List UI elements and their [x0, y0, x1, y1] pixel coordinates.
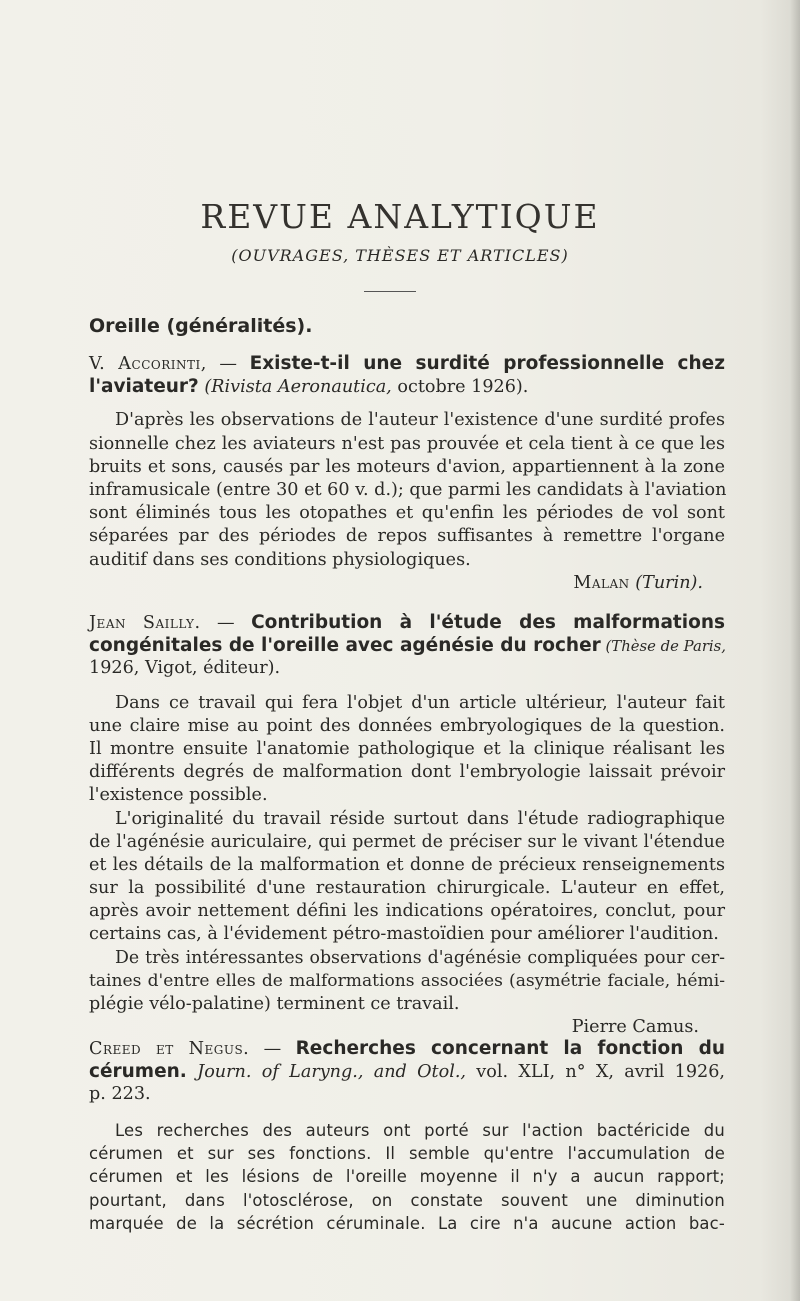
para-line: marquée de la sécrétion céruminale. La cire n'a aucune action bac-: [89, 1214, 725, 1234]
para-line: auditif dans ses conditions physiologiques.: [89, 549, 471, 570]
entry-creed-negus: [89, 1037, 725, 1236]
para-line: et les détails de la malformation et donne de précieux renseignements: [89, 854, 725, 875]
para-line: sionnelle chez les aviateurs n'est pas prouvée et cela tient à ce que les: [89, 433, 725, 454]
para-line: cérumen et sur ses fonctions. Il semble qu'entre l'accumulation de: [89, 1143, 725, 1163]
subtitle: (OUVRAGES, THÈSES ET ARTICLES): [231, 246, 569, 265]
para-line: séparées par des périodes de repos suffisantes à remettre l'organe: [89, 526, 725, 547]
entry-source: (Rivista Aeronautica,: [204, 377, 392, 398]
para-line: l'existence possible.: [89, 785, 268, 806]
entry-paragraph: [89, 409, 725, 571]
para-line: L'originalité du travail réside surtout dans l'étude radiographique: [115, 808, 725, 829]
entry-signature: [89, 572, 725, 595]
para-line: cérumen et les lésions de l'oreille moyenne il n'y a aucun rapport;: [89, 1167, 725, 1187]
entry-heading: [89, 1037, 725, 1107]
entry-source-tail: vol. XLI, n° X, avril 1926,: [466, 1062, 725, 1083]
entry-source: Journ. of Laryng., and Otol.,: [197, 1062, 467, 1083]
entry-heading: [89, 611, 725, 681]
entry-source-line3: 1926, Vigot, éditeur).: [89, 658, 281, 679]
entry-accorinti: [89, 352, 725, 595]
para-line: Dans ce travail qui fera l'objet d'un article ultérieur, l'auteur fait: [115, 692, 725, 713]
entry-title-line1: Contribution à l'étude des malformations: [251, 612, 726, 633]
para-line: pourtant, dans l'otosclérose, on constate souvent une diminution: [89, 1190, 725, 1210]
entry-paragraph: [89, 947, 725, 1017]
para-line: inframusicale (entre 30 et 60 v. d.); que parmi les candidats à l'aviation: [89, 479, 727, 500]
section-heading: Oreille (généralités).: [89, 315, 313, 337]
signature-place: (Turin).: [635, 572, 703, 593]
entry-paragraph: [89, 1119, 725, 1236]
entry-title-line1: Existe-t-il une surdité professionnelle chez: [249, 353, 725, 374]
entry-title-line1: Recherches concernant la fonction du: [295, 1038, 725, 1059]
title-divider: [364, 291, 416, 292]
para-line: sont éliminés tous les otopathes et qu'enfin les périodes de vol sont: [89, 503, 725, 524]
signature-name: Pierre Camus.: [571, 1017, 699, 1038]
entry-dash: —: [249, 1039, 296, 1059]
entry-author: V. Accorinti,: [89, 354, 207, 374]
para-line: taines d'entre elles de malformations associées (asymétrie faciale, hémi-: [89, 970, 725, 991]
para-line: de l'agénésie auriculaire, qui permet de préciser sur le vivant l'étendue: [89, 831, 725, 852]
entry-signature: [89, 1016, 725, 1039]
entry-source: (Thèse de Paris,: [605, 637, 727, 656]
para-line: plégie vélo-palatine) terminent ce travail.: [89, 994, 460, 1014]
entry-dash: —: [200, 613, 252, 633]
page-edge-shadow: [790, 0, 800, 1301]
entry-title-line2: congénitales de l'oreille avec agénésie du rocher: [89, 635, 601, 657]
entry-sailly: [89, 611, 725, 1039]
para-line: Il montre ensuite l'anatomie pathologique et la clinique réalisant les: [89, 738, 725, 759]
entry-title-line2: cérumen.: [89, 1061, 187, 1083]
main-title: REVUE ANALYTIQUE: [200, 197, 600, 236]
para-line: différents degrés de malformation dont l'embryologie laissait prévoir: [89, 762, 725, 783]
entry-title-line2: l'aviateur?: [89, 376, 199, 398]
para-line: après avoir nettement défini les indications opératoires, conclut, pour: [89, 901, 725, 922]
entry-heading: [89, 352, 725, 398]
para-line: bruits et sons, causés par les moteurs d'avion, appartiennent à la zone: [89, 456, 725, 477]
entry-paragraph: [89, 692, 725, 808]
entry-source-tail: octobre 1926).: [391, 377, 529, 398]
para-line: D'après les observations de l'auteur l'existence d'une surdité profes: [115, 410, 725, 431]
para-line: sur la possibilité d'une restauration chirurgicale. L'auteur en effet,: [89, 878, 725, 899]
entry-author: Jean Sailly.: [89, 613, 201, 633]
entry-paragraph: [89, 808, 725, 947]
para-line: De très intéressantes observations d'agénésie compliquées pour cer-: [115, 947, 725, 968]
entry-dash: —: [206, 354, 250, 374]
para-line: une claire mise au point des données embryologiques de la question.: [89, 715, 725, 736]
entry-author: Creed et Negus.: [89, 1039, 250, 1059]
entry-source-line3: p. 223.: [89, 1084, 151, 1105]
para-line: Les recherches des auteurs ont porté sur l'action bactéricide du: [115, 1120, 725, 1140]
signature-name: Malan: [573, 572, 630, 593]
para-line: certains cas, à l'évidement pétro-mastoïdien pour améliorer l'audition.: [89, 924, 719, 945]
